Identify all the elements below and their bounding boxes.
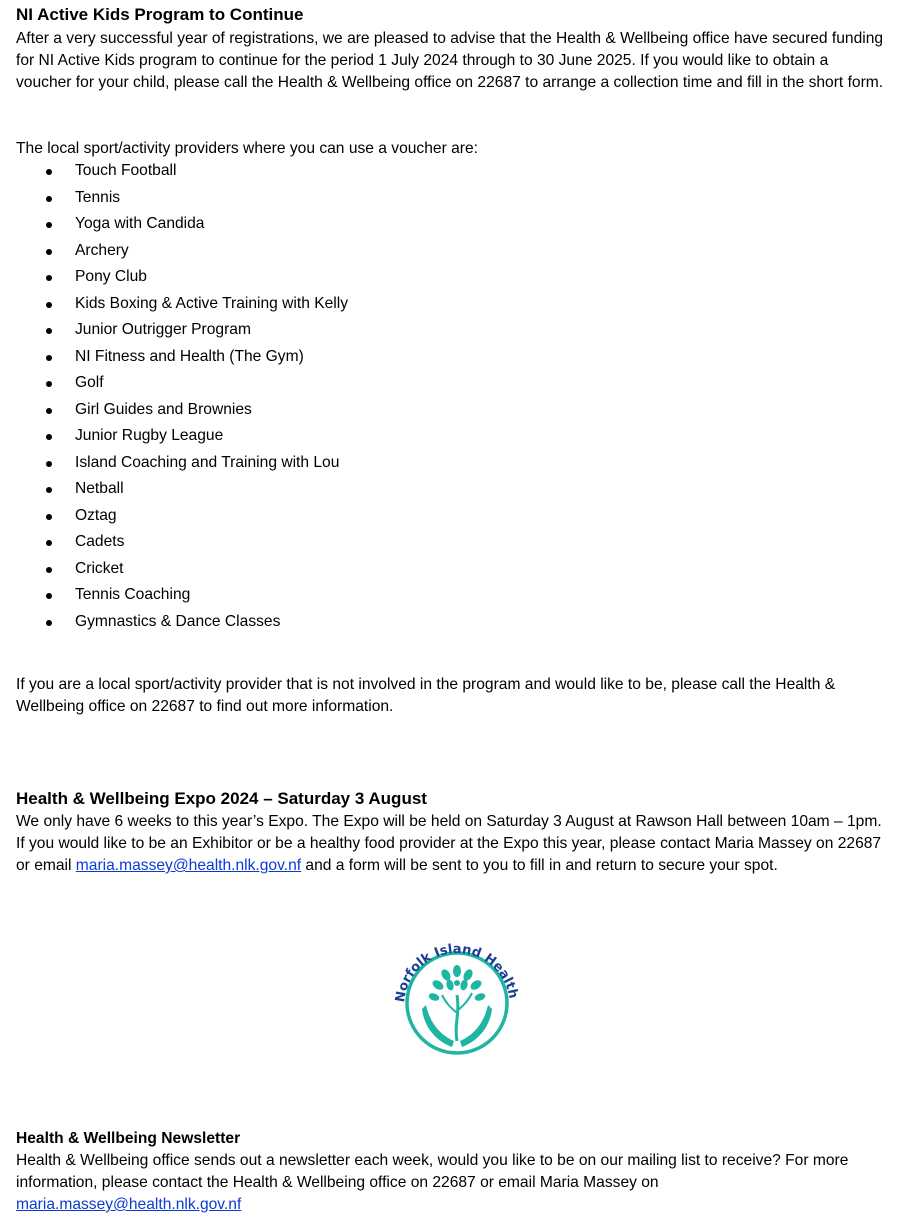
list-item: Island Coaching and Training with Lou xyxy=(16,450,348,477)
list-item: NI Fitness and Health (The Gym) xyxy=(16,344,348,371)
active-kids-heading: NI Active Kids Program to Continue xyxy=(16,5,304,24)
expo-logo xyxy=(378,923,536,1073)
providers-note: If you are a local sport/activity provider that is not involved in the program and would like to be, please call the Health & Wellbeing office on 22687 to find out more information. xyxy=(16,676,836,715)
newsletter-body-text: Health & Wellbeing office sends out a newsletter each week, would you like to be on our mailing list to receive? For more information, please contact the Health & Wellbeing office on 22687 or email Maria Massey on xyxy=(16,1152,849,1191)
logo-text: Norfolk Island Health xyxy=(392,941,521,1004)
list-item: Junior Rugby League xyxy=(16,423,348,450)
list-item: Gymnastics & Dance Classes xyxy=(16,609,348,636)
expo-body xyxy=(16,811,886,877)
list-item: Cadets xyxy=(16,529,348,556)
expo-heading: Health & Wellbeing Expo 2024 – Saturday 3 August xyxy=(16,789,427,808)
expo-email-link[interactable]: maria.massey@health.nlk.gov.nf xyxy=(75,857,302,874)
list-item: Netball xyxy=(16,476,348,503)
svg-text:Norfolk Island Health & Wellbe xyxy=(378,923,521,1004)
providers-list xyxy=(16,158,348,635)
providers-intro: The local sport/activity providers where you can use a voucher are: xyxy=(16,140,478,157)
newsletter-heading: Health & Wellbeing Newsletter xyxy=(16,1130,241,1147)
list-item: Tennis Coaching xyxy=(16,582,348,609)
list-item: Oztag xyxy=(16,503,348,530)
list-item: Junior Outrigger Program xyxy=(16,317,348,344)
expo-body-text: We only have 6 weeks to this year’s Expo. The Expo will be held on Saturday 3 August at Rawson Hall between 10am – 1pm. If you would like to be an Exhibitor or be a healthy food provider at the Expo this year, please contact Maria Massey on 22687 or email xyxy=(16,813,882,874)
list-item: Golf xyxy=(16,370,348,397)
newsletter-email-link[interactable]: maria.massey@health.nlk.gov.nf xyxy=(16,1196,242,1213)
list-item: Tennis xyxy=(16,185,348,212)
list-item: Cricket xyxy=(16,556,348,583)
list-item: Girl Guides and Brownies xyxy=(16,397,348,424)
newsletter-body xyxy=(16,1150,886,1216)
list-item: Touch Football xyxy=(16,158,348,185)
active-kids-body: After a very successful year of registrations, we are pleased to advise that the Health & Wellbeing office have secured funding for NI Active Kids program to continue for the period 1 July 2024 through to 30 June 2025. If you would like to obtain a voucher for your child, please call the Health & Wellbeing office on 22687 to arrange a collection time and fill in the short form. xyxy=(16,30,884,91)
list-item: Pony Club xyxy=(16,264,348,291)
list-item: Archery xyxy=(16,238,348,265)
expo-body-text-end: and a form will be sent to you to fill in and return to secure your spot. xyxy=(301,857,778,874)
list-item: Yoga with Candida xyxy=(16,211,348,238)
list-item: Kids Boxing & Active Training with Kelly xyxy=(16,291,348,318)
